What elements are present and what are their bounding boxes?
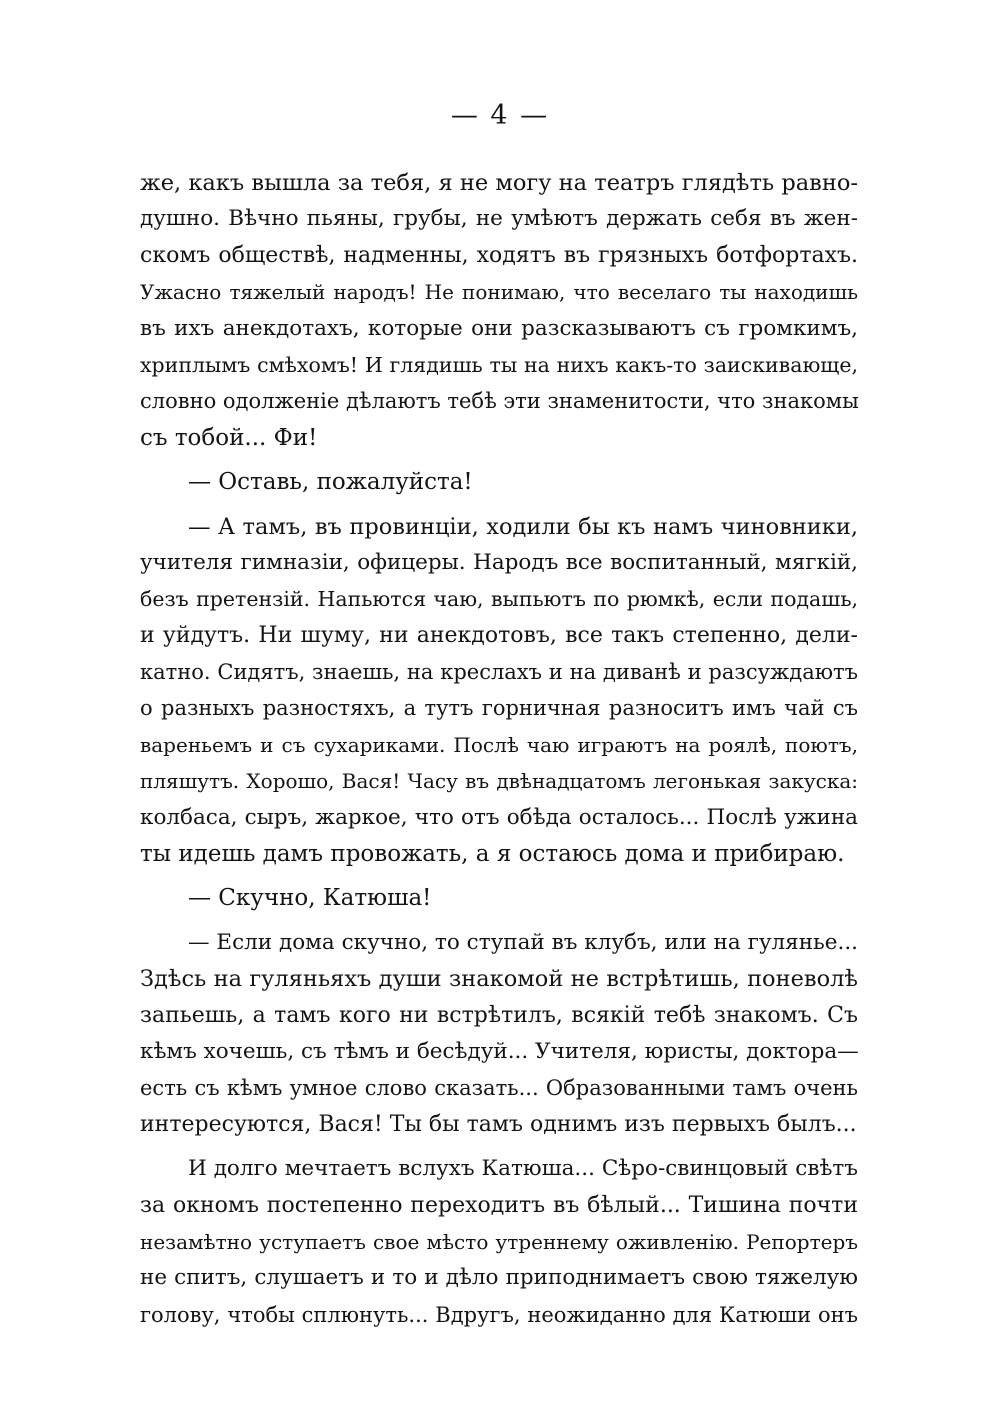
text-line: же, какъ вышла за тебя, я не могу на театръ глядѣть равно- <box>140 170 858 196</box>
text-line: словно одолженіе дѣлаютъ тебѣ эти знаменитости, что знакомы <box>140 389 859 414</box>
text-line: колбаса, сыръ, жаркое, что отъ обѣда осталось... Послѣ ужина <box>140 804 858 830</box>
text-line: учителя гимназіи, офицеры. Народъ все воспитанный, мягкій, <box>140 549 858 575</box>
text-line: вареньемъ и съ сухариками. Послѣ чаю играютъ на роялѣ, поютъ, <box>140 732 858 757</box>
text-line: Здѣсь на гуляньяхъ души знакомой не встрѣтишь, поневолѣ <box>140 966 858 993</box>
dialogue-line: — Оставь, пожалуйста! <box>188 469 473 496</box>
dialogue-line: — Скучно, Катюша! <box>188 885 432 912</box>
text-line: не спитъ, слушаетъ и то и дѣло приподнимаетъ свою тяжелую <box>140 1265 858 1291</box>
text-line: о разныхъ разностяхъ, а тутъ горничная разноситъ имъ чай съ <box>140 696 858 721</box>
text-line: интересуются, Вася! Ты бы тамъ однимъ изъ первыхъ былъ... <box>140 1111 857 1137</box>
text-line: есть съ кѣмъ умное слово сказать... Образованными тамъ очень <box>140 1076 858 1101</box>
text-line: ты идешь дамъ провожать, а я остаюсь дома и прибираю. <box>140 841 845 868</box>
paragraph <box>140 880 858 916</box>
body-text <box>140 165 858 1333</box>
text-line: безъ претензій. Напьются чаю, выпьютъ по рюмкѣ, если подашь, <box>140 587 858 612</box>
text-line: катно. Сидятъ, знаешь, на креслахъ и на диванѣ и разсуждаютъ <box>140 660 858 685</box>
text-line: запьешь, а тамъ кого ни встрѣтилъ, всякій тебѣ знакомъ. Съ <box>140 1002 858 1028</box>
text-line: незамѣтно уступаетъ свое мѣсто утреннему оживленію. Репортеръ <box>140 1229 858 1254</box>
text-line: хриплымъ смѣхомъ! И глядишь ты на нихъ какъ-то заискивающе, <box>140 352 858 377</box>
text-line: и уйдутъ. Ни шуму, ни анекдотовъ, все такъ степенно, дели- <box>140 622 858 648</box>
paragraph <box>140 1151 858 1333</box>
text-line: за окномъ постепенно переходитъ въ бѣлый... Тишина почти <box>140 1192 858 1218</box>
dialogue-line: — А тамъ, въ провинціи, ходили бы къ намъ чиновники, <box>188 513 858 540</box>
text-line: голову, чтобы сплюнуть... Вдругъ, неожиданно для Катюши онъ <box>140 1302 858 1327</box>
text-line: скомъ обществѣ, надменны, ходятъ въ грязныхъ ботфортахъ. <box>140 242 858 268</box>
paragraph <box>140 925 858 1143</box>
text-line: съ тобой... Фи! <box>140 424 318 451</box>
paragraph <box>140 509 858 873</box>
dialogue-line: — Если дома скучно, то ступай въ клубъ, или на гулянье... <box>188 929 858 955</box>
text-line: душно. Вѣчно пьяны, грубы, не умѣютъ держать себя въ жен- <box>140 206 858 232</box>
paragraph <box>140 464 858 500</box>
text-line: кѣмъ хочешь, съ тѣмъ и бесѣдуй... Учителя, юристы, доктора— <box>140 1038 859 1064</box>
text-line: пляшутъ. Хорошо, Вася! Часу въ двѣнадцатомъ легонькая закуска: <box>140 769 858 794</box>
text-line: въ ихъ анекдотахъ, которые они разсказываютъ съ громкимъ, <box>140 315 858 341</box>
text-line: Ужасно тяжелый народъ! Не понимаю, что веселаго ты находишь <box>140 280 858 305</box>
text-line: И долго мечтаетъ вслухъ Катюша... Сѣро-свинцовый свѣтъ <box>188 1156 858 1182</box>
paragraph <box>140 165 858 456</box>
page-number: — 4 — <box>450 100 550 131</box>
